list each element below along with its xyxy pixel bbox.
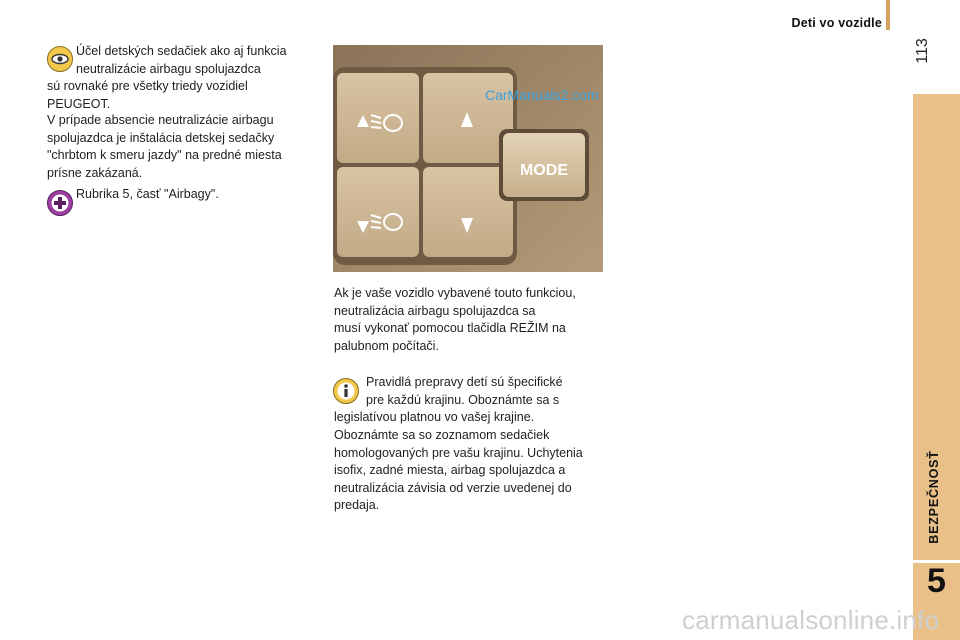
info-note-text <box>366 374 563 409</box>
text-line: musí vykonať pomocou tlačidla REŽIM na <box>334 321 566 335</box>
text-line: neutralizácia závisia od verzie uvedenej do <box>334 480 572 495</box>
text-line: Účel detských sedačiek ako aj funkcia <box>76 44 287 58</box>
reference-text: Rubrika 5, časť "Airbagy". <box>76 187 219 201</box>
airbag-warning-paragraph <box>47 112 282 182</box>
text-line: homologovaných pre vašu krajinu. Uchytenia <box>334 445 583 460</box>
text-line: sú rovnaké pre všetky triedy vozidiel <box>47 79 248 93</box>
homologation-paragraph <box>334 427 583 515</box>
lights-down-button <box>337 167 419 257</box>
info-icon <box>333 378 359 404</box>
text-line: Pravidlá prepravy detí sú špecifické <box>366 375 563 389</box>
text-line: neutralizácia airbagu spolujazdca sa <box>334 303 536 318</box>
control-panel-photo <box>333 45 603 272</box>
text-line: prísne zakázaná. <box>47 165 143 180</box>
text-line: V prípade absencie neutralizácie airbagu <box>47 113 274 127</box>
text-line: pre každú krajinu. Oboznámte sa s <box>366 392 560 407</box>
watermark-bottom: carmanualsonline.info <box>682 605 940 635</box>
mode-instruction-paragraph <box>334 285 576 355</box>
text-line: isofix, zadné miesta, airbag spolujazdca a <box>334 463 566 477</box>
header-title: Deti vo vozidle <box>791 16 882 30</box>
mode-label: MODE <box>520 162 568 179</box>
text-line: "chrbtom k smeru jazdy" na predné miesta <box>47 148 282 162</box>
text-line: PEUGEOT. <box>47 96 111 111</box>
header-accent-bar <box>886 0 890 30</box>
watermark-top: CarManuals2.com <box>485 87 599 103</box>
text-line: Ak je vaše vozidlo vybavené touto funkciou, <box>334 286 576 300</box>
note-visual-text-cont <box>47 78 248 113</box>
eye-icon <box>47 46 73 72</box>
text-line: palubnom počítači. <box>334 338 439 353</box>
page-number: 113 <box>914 38 931 64</box>
text-line: predaja. <box>334 498 380 512</box>
plus-icon <box>47 190 73 216</box>
text-line: neutralizácie airbagu spolujazdca <box>76 61 261 76</box>
chapter-label: BEZPEČNOSŤ <box>927 450 941 544</box>
chapter-number: 5 <box>927 562 946 600</box>
info-note-text-cont: legislatívou platnou vo vašej krajine. <box>334 410 535 424</box>
note-visual-text <box>76 43 287 78</box>
text-line: spolujazdca je inštalácia detskej sedačky <box>47 130 275 145</box>
text-line: Oboznámte sa so zoznamom sedačiek <box>334 428 550 442</box>
